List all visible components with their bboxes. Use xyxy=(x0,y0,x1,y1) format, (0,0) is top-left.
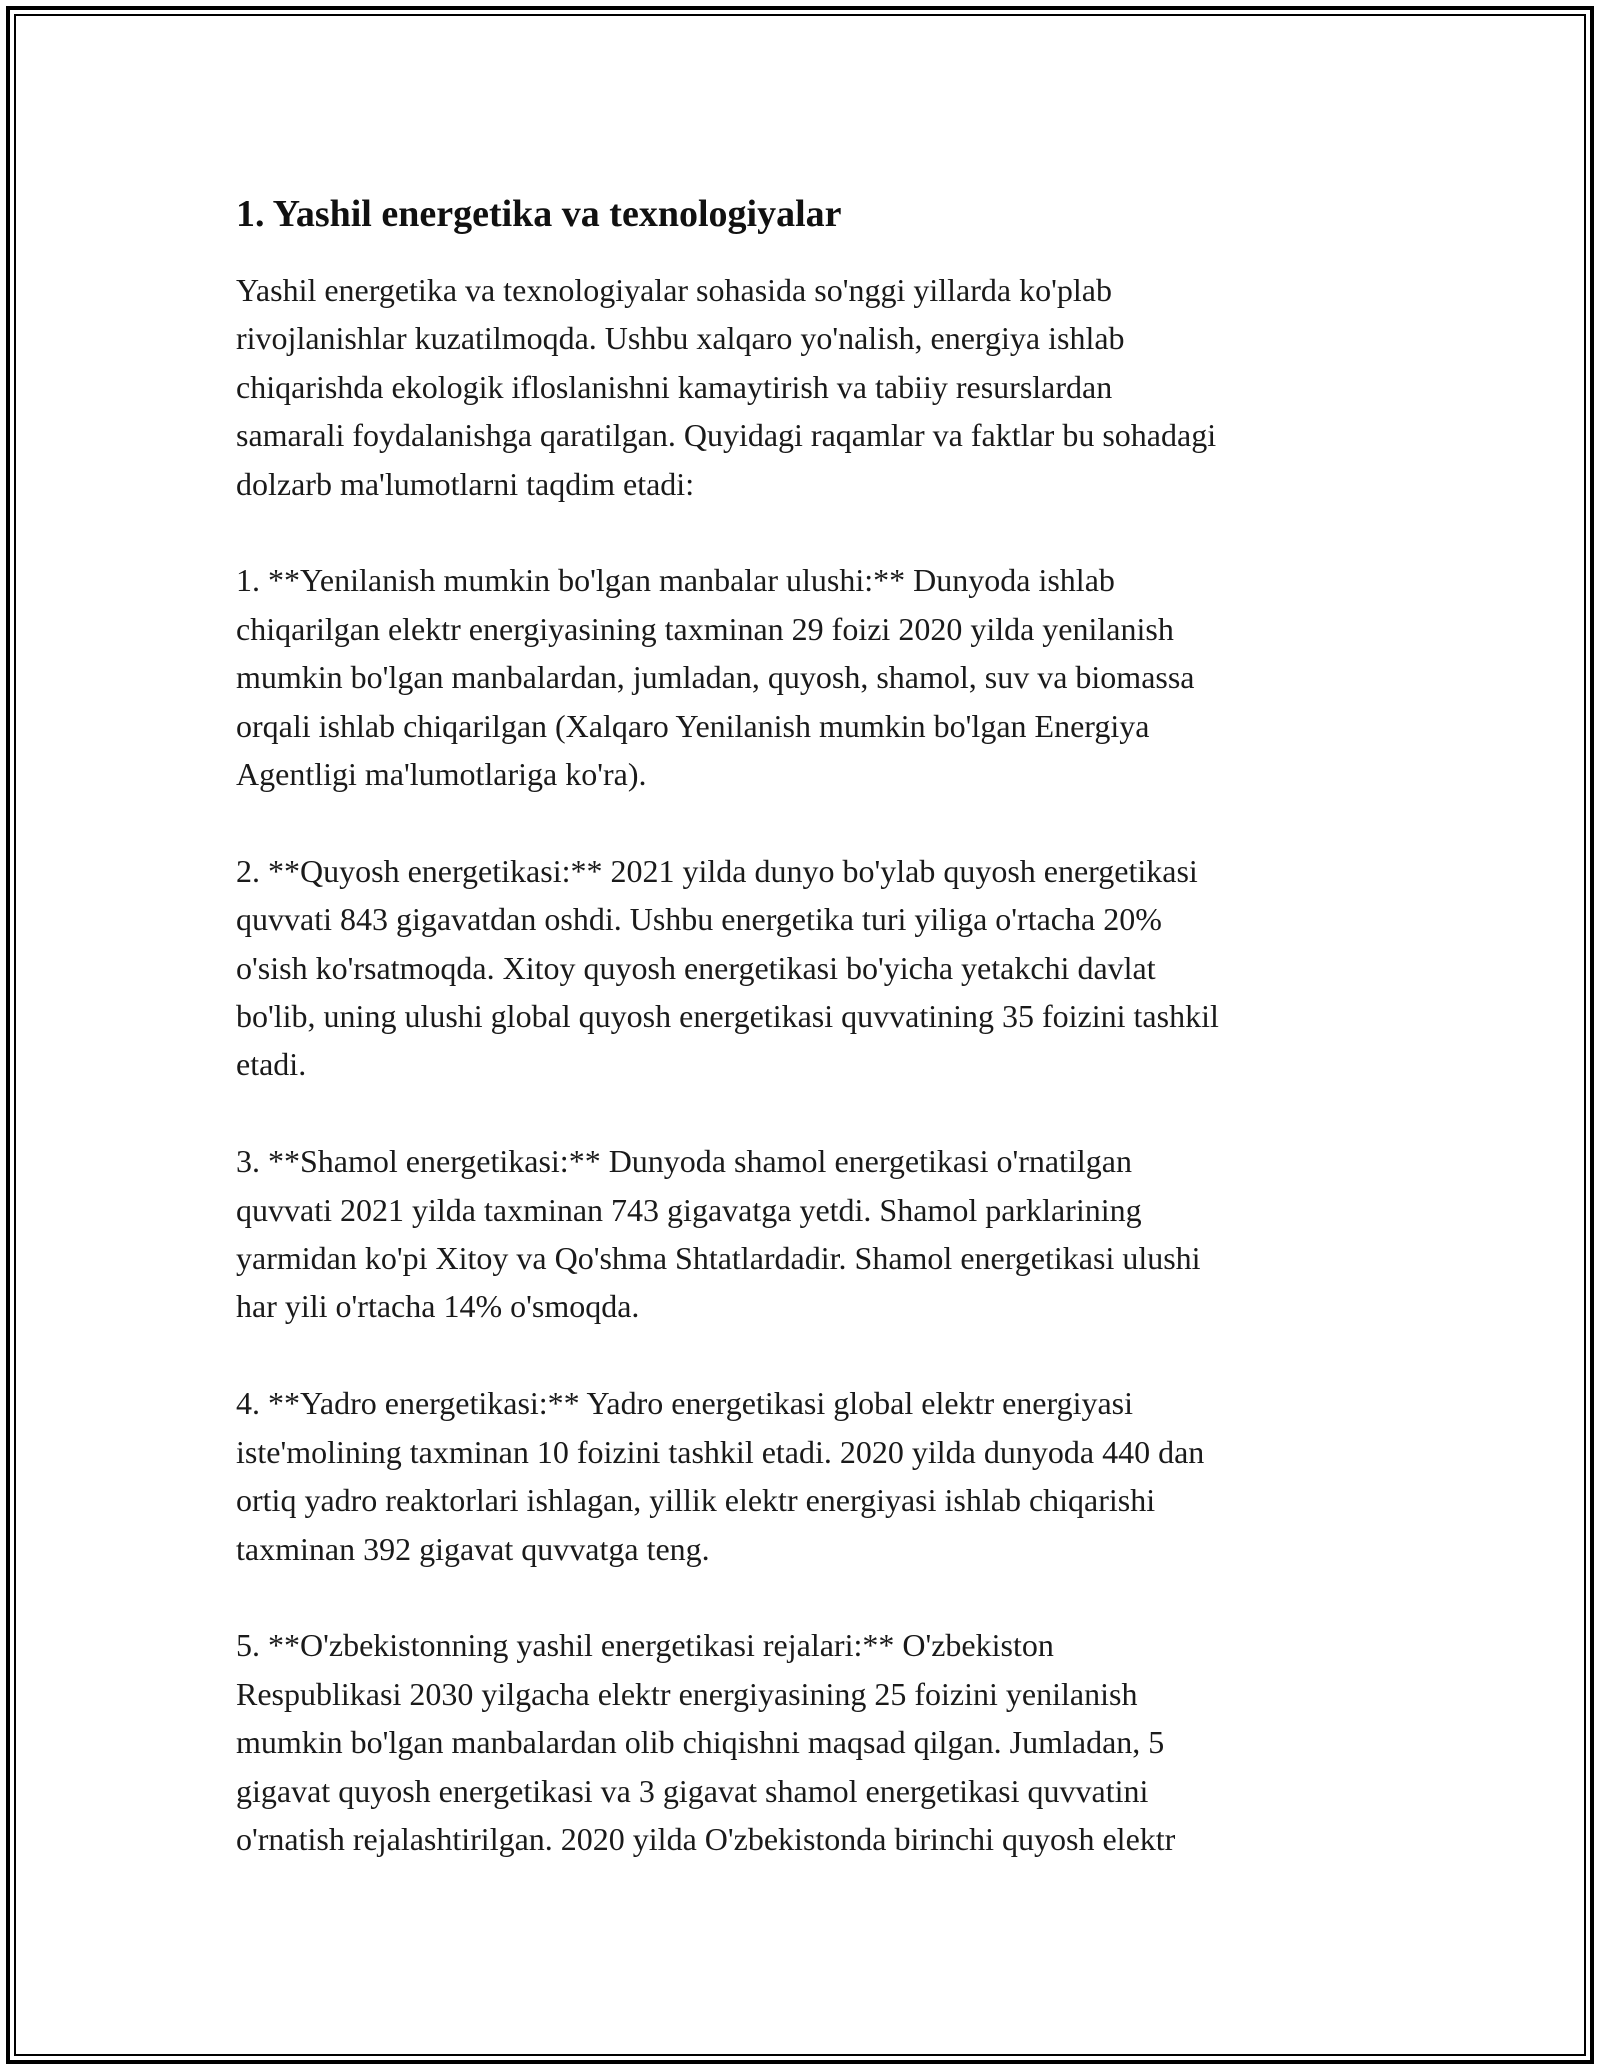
paragraph-gap xyxy=(236,1331,1376,1379)
item-line: mumkin bo'lgan manbalardan olib chiqishni maqsad qilgan. Jumladan, 5 xyxy=(236,1724,1165,1761)
item-line: mumkin bo'lgan manbalardan, jumladan, quyosh, shamol, suv va biomassa xyxy=(236,659,1195,696)
item-line: 4. **Yadro energetikasi:** Yadro energetikasi global elektr energiyasi xyxy=(236,1385,1134,1422)
list-item-renewable-share xyxy=(236,556,1376,798)
item-line: quvvati 843 gigavatdan oshdi. Ushbu energetika turi yiliga o'rtacha 20% xyxy=(236,901,1162,938)
item-line: iste'molining taxminan 10 foizini tashkil etadi. 2020 yilda dunyoda 440 dan xyxy=(236,1433,1205,1470)
paragraph-gap xyxy=(236,1089,1376,1137)
intro-line: dolzarb ma'lumotlarni taqdim etadi: xyxy=(236,465,695,502)
item-line: 5. **O'zbekistonning yashil energetikasi rejalari:** O'zbekiston xyxy=(236,1627,1054,1664)
intro-paragraph xyxy=(236,266,1376,508)
paragraph-gap xyxy=(236,798,1376,846)
item-line: etadi. xyxy=(236,1046,307,1083)
item-line: bo'lib, uning ulushi global quyosh energetikasi quvvatining 35 foizini tashkil xyxy=(236,998,1219,1035)
item-line: ortiq yadro reaktorlari ishlagan, yillik elektr energiyasi ishlab chiqarishi xyxy=(236,1482,1156,1519)
item-line: gigavat quyosh energetikasi va 3 gigavat shamol energetikasi quvvatini xyxy=(236,1772,1149,1809)
intro-line: chiqarishda ekologik ifloslanishni kamaytirish va tabiiy resurslardan xyxy=(236,368,1113,405)
item-line: orqali ishlab chiqarilgan (Xalqaro Yenilanish mumkin bo'lgan Energiya xyxy=(236,707,1150,744)
intro-line: rivojlanishlar kuzatilmoqda. Ushbu xalqaro yo'nalish, energiya ishlab xyxy=(236,320,1125,357)
item-line: chiqarilgan elektr energiyasining taxminan 29 foizi 2020 yilda yenilanish xyxy=(236,610,1174,647)
item-line: 2. **Quyosh energetikasi:** 2021 yilda dunyo bo'ylab quyosh energetikasi xyxy=(236,852,1198,889)
item-line: har yili o'rtacha 14% o'smoqda. xyxy=(236,1288,640,1325)
item-line: 1. **Yenilanish mumkin bo'lgan manbalar ulushi:** Dunyoda ishlab xyxy=(236,562,1115,599)
intro-line: samarali foydalanishga qaratilgan. Quyidagi raqamlar va faktlar bu sohadagi xyxy=(236,417,1217,454)
item-line: o'rnatish rejalashtirilgan. 2020 yilda O'zbekistonda birinchi quyosh elektr xyxy=(236,1820,1176,1857)
intro-line: Yashil energetika va texnologiyalar sohasida so'nggi yillarda ko'plab xyxy=(236,272,1112,308)
item-line: taxminan 392 gigavat quvvatga teng. xyxy=(236,1530,710,1567)
list-item-uzbekistan-plans xyxy=(236,1621,1376,1863)
document-body xyxy=(236,186,1376,1863)
item-line: 3. **Shamol energetikasi:** Dunyoda shamol energetikasi o'rnatilgan xyxy=(236,1143,1132,1180)
paragraph-gap xyxy=(236,1573,1376,1621)
list-item-wind-energy xyxy=(236,1137,1376,1331)
item-line: Agentligi ma'lumotlariga ko'ra). xyxy=(236,756,647,793)
item-line: yarmidan ko'pi Xitoy va Qo'shma Shtatlardadir. Shamol energetikasi ulushi xyxy=(236,1240,1201,1277)
item-line: quvvati 2021 yilda taxminan 743 gigavatga yetdi. Shamol parklarining xyxy=(236,1191,1142,1228)
item-line: Respublikasi 2030 yilgacha elektr energiyasining 25 foizini yenilanish xyxy=(236,1675,1138,1712)
item-line: o'sish ko'rsatmoqda. Xitoy quyosh energetikasi bo'yicha yetakchi davlat xyxy=(236,949,1156,986)
list-item-solar-energy xyxy=(236,847,1376,1089)
paragraph-gap xyxy=(236,508,1376,556)
list-item-nuclear-energy xyxy=(236,1379,1376,1573)
section-heading: 1. Yashil energetika va texnologiyalar xyxy=(236,193,842,235)
